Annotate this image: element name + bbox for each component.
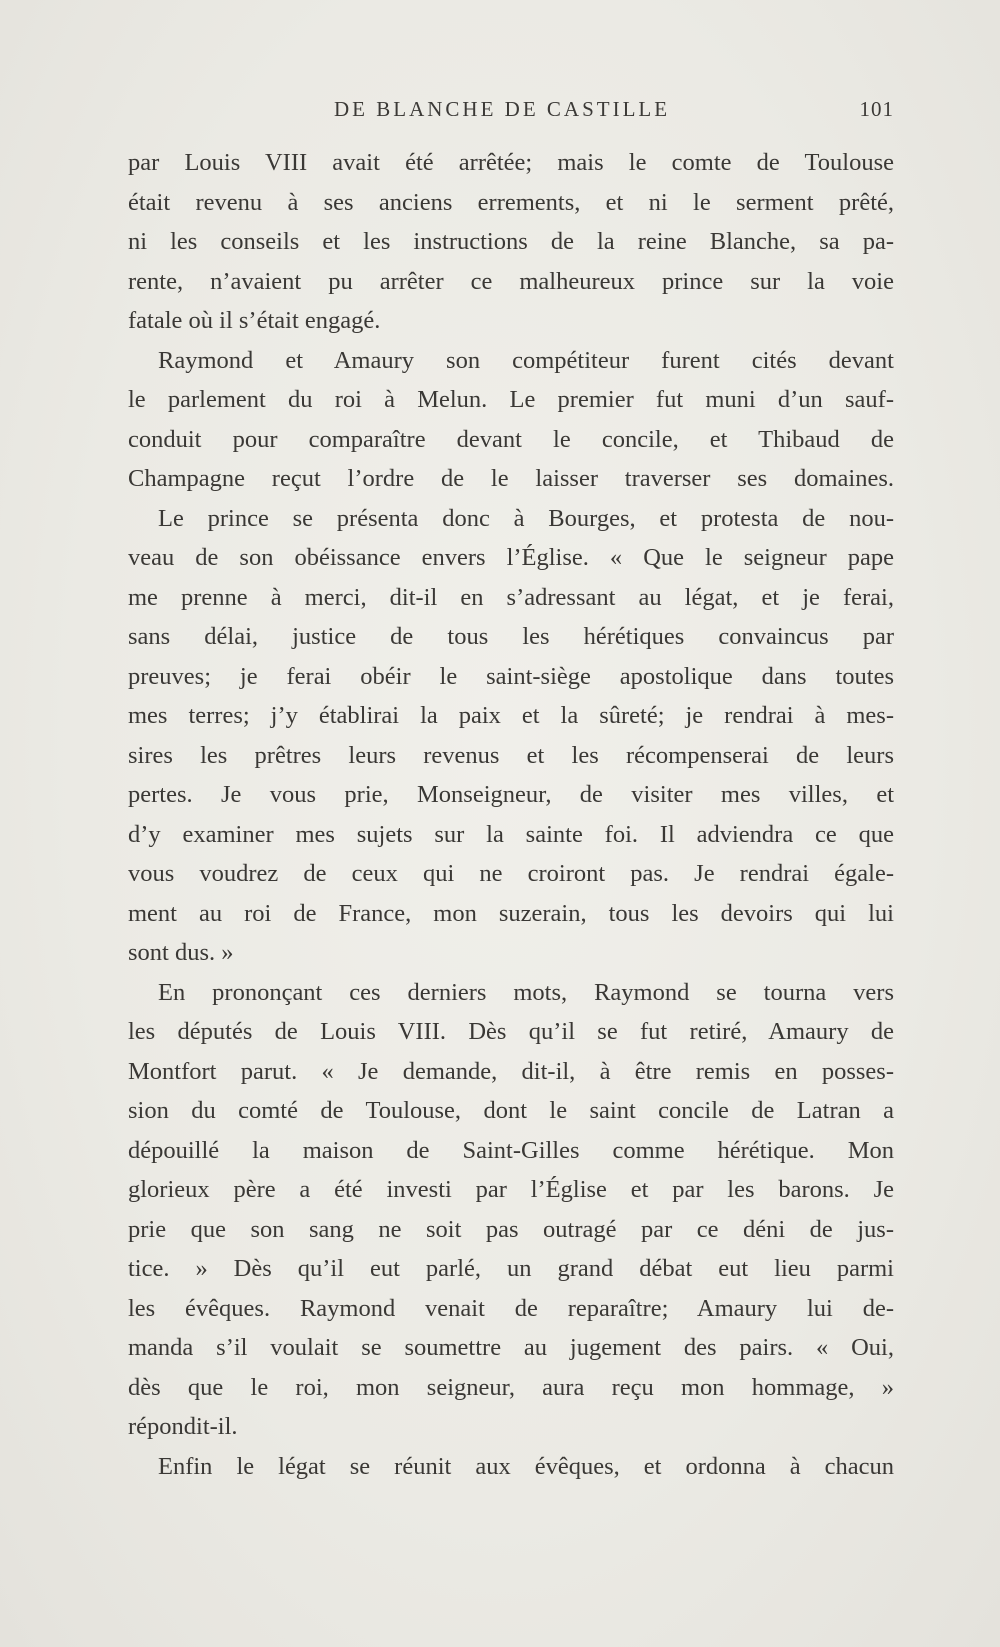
text-line: prie que son sang ne soit pas outragé par ce déni de jus-	[128, 1215, 894, 1243]
text-line: sans délai, justice de tous les hérétiques convaincus par	[128, 623, 894, 650]
text-line: Montfort parut. « Je demande, dit-il, à être remis en posses-	[128, 1057, 894, 1085]
running-title: DE BLANCHE DE CASTILLE	[334, 97, 671, 121]
page-number: 101	[859, 97, 894, 121]
text-line: d’y examiner mes sujets sur la sainte foi. Il adviendra ce que	[128, 820, 894, 848]
text-line: rente, n’avaient pu arrêter ce malheureux prince sur la voie	[128, 267, 894, 295]
text-line: ni les conseils et les instructions de la reine Blanche, sa pa-	[128, 228, 894, 255]
paragraph	[128, 341, 894, 499]
paragraph	[128, 143, 894, 341]
text-line: les députés de Louis VIII. Dès qu’il se fut retiré, Amaury de	[128, 1018, 894, 1045]
body-text	[128, 143, 894, 1486]
text-line: sion du comté de Toulouse, dont le saint concile de Latran a	[128, 1097, 894, 1124]
text-line: Enfin le légat se réunit aux évêques, et ordonna à chacun	[158, 1452, 894, 1480]
text-line: preuves; je ferai obéir le saint-siège apostolique dans toutes	[128, 662, 894, 690]
text-line: glorieux père a été investi par l’Église et par les barons. Je	[128, 1176, 894, 1203]
text-line: veau de son obéissance envers l’Église. « Que le seigneur pape	[128, 544, 894, 571]
text-line: Raymond et Amaury son compétiteur furent cités devant	[158, 346, 894, 374]
text-line: ment au roi de France, mon suzerain, tous les devoirs qui lui	[128, 899, 894, 927]
text-line: manda s’il voulait se soumettre au jugement des pairs. « Oui,	[128, 1334, 894, 1361]
text-line: pertes. Je vous prie, Monseigneur, de visiter mes villes, et	[128, 781, 894, 808]
text-line: conduit pour comparaître devant le concile, et Thibaud de	[128, 425, 894, 453]
text-line: En prononçant ces derniers mots, Raymond se tourna vers	[158, 978, 894, 1006]
text-line: répondit-il.	[128, 1413, 238, 1440]
text-line: par Louis VIII avait été arrêtée; mais le comte de Toulouse	[128, 149, 894, 176]
text-line: le parlement du roi à Melun. Le premier fut muni d’un sauf-	[128, 386, 894, 413]
text-line: les évêques. Raymond venait de reparaître; Amaury lui de-	[128, 1294, 894, 1322]
text-line: dès que le roi, mon seigneur, aura reçu mon hommage, »	[128, 1373, 894, 1401]
text-line: fatale où il s’était engagé.	[128, 307, 381, 334]
paragraph	[128, 973, 894, 1447]
running-head	[128, 97, 894, 127]
paragraph	[128, 1447, 894, 1487]
paragraph	[128, 499, 894, 973]
text-line: était revenu à ses anciens errements, et ni le serment prêté,	[128, 188, 894, 216]
text-line: Champagne reçut l’ordre de le laisser traverser ses domaines.	[128, 465, 894, 492]
text-line: tice. » Dès qu’il eut parlé, un grand débat eut lieu parmi	[128, 1255, 894, 1282]
text-line: mes terres; j’y établirai la paix et la sûreté; je rendrai à mes-	[128, 702, 894, 729]
text-line: me prenne à merci, dit-il en s’adressant au légat, et je ferai,	[128, 583, 894, 611]
text-line: sires les prêtres leurs revenus et les récompenserai de leurs	[128, 741, 894, 769]
text-line: vous voudrez de ceux qui ne croiront pas. Je rendrai égale-	[128, 860, 894, 887]
text-line: sont dus. »	[128, 939, 234, 966]
text-line: dépouillé la maison de Saint-Gilles comme hérétique. Mon	[128, 1136, 894, 1164]
text-line: Le prince se présenta donc à Bourges, et protesta de nou-	[158, 504, 894, 532]
